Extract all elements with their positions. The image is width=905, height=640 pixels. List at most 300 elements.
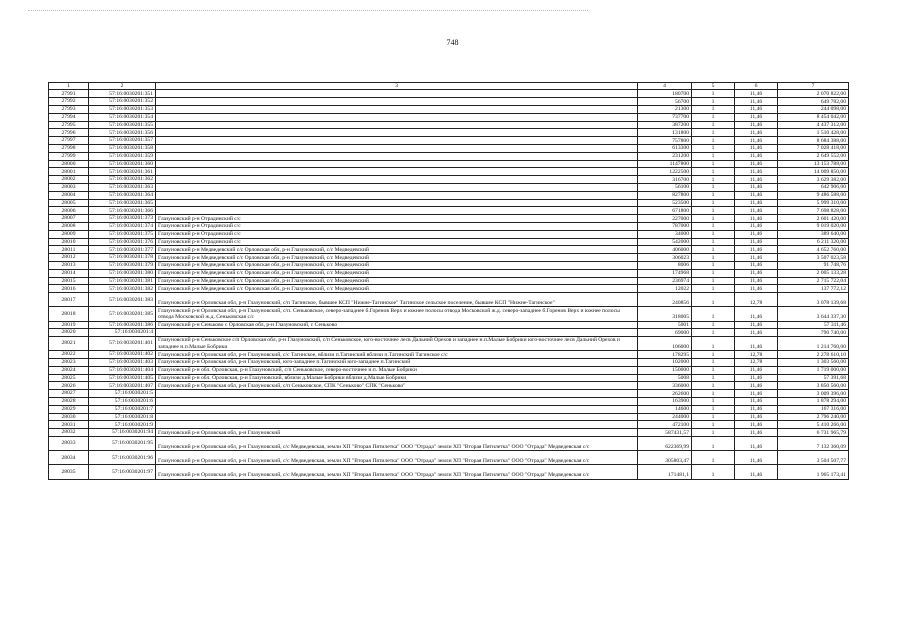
cadastral-number: 57:16:0030201:380 [89, 269, 156, 277]
cadastral-value-cell: 7 132 360,09 [778, 437, 849, 451]
row-number: 28027 [49, 390, 89, 398]
cadastral-value-cell: 57 391,68 [778, 374, 849, 382]
rate-cell: 11,46 [735, 398, 778, 406]
row-number: 28006 [49, 207, 89, 215]
column-header: 6 [735, 83, 778, 90]
count-cell: 1 [692, 321, 735, 329]
table-header-row [49, 83, 849, 90]
cadastral-value-cell: 389 640,00 [778, 230, 849, 238]
row-number: 27997 [49, 137, 89, 145]
cadastral-number: 57:16:0030201:6 [89, 398, 156, 406]
address-cell: Глазуновский р-н Орловская обл, р-н Глазуновский, с/п Сеньковское, СПК "Сеньково" СПК "Сеньково" [156, 382, 638, 390]
cadastral-value-cell: 137 772,12 [778, 285, 849, 293]
count-cell: 1 [692, 382, 735, 390]
cadastral-number: 57:16:0030201:353 [89, 106, 156, 114]
cadastral-value-cell: 9 486 588,00 [778, 191, 849, 199]
table-row [49, 351, 849, 359]
address-cell: Глазуновский р-н Орловская обл, р-н Глазуновский, юго-западнее п.Тагинский юго-западнее п.Тагинский [156, 359, 638, 367]
rate-cell: 11,46 [735, 168, 778, 176]
area-cell: 231200 [638, 152, 692, 160]
table-row [49, 451, 849, 465]
table-row [49, 374, 849, 382]
area-cell: 171481,1 [638, 465, 692, 479]
cadastral-value-cell: 13 153 788,00 [778, 160, 849, 168]
table-row [49, 238, 849, 246]
address-cell: Глазуновский р-н Орловская обл, р-н Глазуновский, с/с Медведевская, земли ХП "Вторая Пятилетка" ООО "Отрада" земли ХП "Вторая Пятилетка" ООО "Отрада" Медведевская с/с [156, 437, 638, 451]
cadastral-number: 57:16:0030201:403 [89, 359, 156, 367]
area-cell: 757800 [638, 137, 692, 145]
area-cell: 542000 [638, 238, 692, 246]
rate-cell: 12,78 [735, 359, 778, 367]
cadastral-value-cell: 5 410 266,00 [778, 421, 849, 429]
address-cell [156, 398, 638, 406]
cadastral-number: 57:16:0030201:351 [89, 90, 156, 98]
cadastral-value-cell: 3 504 507,77 [778, 451, 849, 465]
column-header: 7 [778, 83, 849, 90]
cadastral-number: 57:16:0030201:405 [89, 374, 156, 382]
cadastral-number: 57:16:0030201:355 [89, 121, 156, 129]
row-number: 28014 [49, 269, 89, 277]
cadastral-number: 57:16:0030201:357 [89, 137, 156, 145]
row-number: 28033 [49, 437, 89, 451]
row-number: 27994 [49, 113, 89, 121]
table-row [49, 191, 849, 199]
area-cell: 318005 [638, 307, 692, 321]
cadastral-number: 57:16:0030201:356 [89, 129, 156, 137]
cadastral-number: 57:16:0030201:360 [89, 160, 156, 168]
address-cell: Глазуновский р-н Медведевский с/с Орловская обл, р-н Глазуновский, с/с Медведевский [156, 246, 638, 254]
address-cell [156, 405, 638, 413]
table-row [49, 113, 849, 121]
row-number: 28015 [49, 277, 89, 285]
cadastral-number: 57:16:0030201:362 [89, 176, 156, 184]
area-cell: 163900 [638, 398, 692, 406]
cadastral-value-cell: 1 214 760,00 [778, 337, 849, 351]
address-cell: Глазуновский р-н Орловская обл, р-н Глазуновский, с/с Медведевская, земли ХП "Вторая Пятилетка" ООО "Отрада" земли ХП "Вторая Пятилетка" ООО "Отрада" Медведевская с/с [156, 451, 638, 465]
rate-cell: 11,46 [735, 113, 778, 121]
rate-cell: 11,46 [735, 191, 778, 199]
count-cell: 1 [692, 329, 735, 337]
area-cell: 523500 [638, 199, 692, 207]
count-cell: 1 [692, 390, 735, 398]
row-number: 27996 [49, 129, 89, 137]
table-row [49, 261, 849, 269]
row-number: 28030 [49, 413, 89, 421]
rate-cell: 11,46 [735, 329, 778, 337]
count-cell: 1 [692, 144, 735, 152]
area-cell: 8006 [638, 261, 692, 269]
cadastral-number: 57:16:0030201:359 [89, 152, 156, 160]
rate-cell: 11,46 [735, 160, 778, 168]
count-cell: 1 [692, 421, 735, 429]
cadastral-value-table [48, 82, 849, 480]
rate-cell: 11,46 [735, 285, 778, 293]
cadastral-value-cell: 91 748,76 [778, 261, 849, 269]
address-cell [156, 113, 638, 121]
count-cell: 1 [692, 269, 735, 277]
area-cell: 622369,99 [638, 437, 692, 451]
cadastral-value-cell: 1 965 173,41 [778, 465, 849, 479]
cadastral-value-cell: 1 878 294,00 [778, 398, 849, 406]
cadastral-value-cell: 9 019 020,00 [778, 222, 849, 230]
area-cell: 827800 [638, 191, 692, 199]
area-cell: 102000 [638, 359, 692, 367]
cadastral-value-cell: 2 649 552,00 [778, 152, 849, 160]
address-cell [156, 207, 638, 215]
count-cell: 1 [692, 176, 735, 184]
row-number: 27999 [49, 152, 89, 160]
count-cell: 1 [692, 351, 735, 359]
table-row [49, 405, 849, 413]
count-cell: 1 [692, 160, 735, 168]
row-number: 28028 [49, 398, 89, 406]
cadastral-value-cell: 2 005 133,28 [778, 269, 849, 277]
row-number: 28005 [49, 199, 89, 207]
table-row [49, 269, 849, 277]
table-row [49, 307, 849, 321]
table-row [49, 398, 849, 406]
cadastral-number: 57:16:0030201:379 [89, 261, 156, 269]
address-cell [156, 160, 638, 168]
cadastral-number: 57:16:0030201:358 [89, 144, 156, 152]
rate-cell: 11,46 [735, 246, 778, 254]
cadastral-number: 57:16:0030201:9 [89, 421, 156, 429]
count-cell: 1 [692, 106, 735, 114]
address-cell [156, 137, 638, 145]
cadastral-number: 57:16:0030201:354 [89, 113, 156, 121]
rate-cell: 11,46 [735, 451, 778, 465]
cadastral-value-cell: 1 719 000,00 [778, 366, 849, 374]
cadastral-number: 57:16:0030201:377 [89, 246, 156, 254]
table-row [49, 337, 849, 351]
cadastral-number: 57:16:0030201:402 [89, 351, 156, 359]
count-cell: 1 [692, 359, 735, 367]
area-cell: 227000 [638, 215, 692, 223]
table-row [49, 429, 849, 437]
address-cell [156, 329, 638, 337]
cadastral-number: 57:16:0030201:404 [89, 366, 156, 374]
count-cell: 1 [692, 293, 735, 307]
scan-artifact-line [28, 10, 588, 15]
cadastral-value-cell: 244 098,00 [778, 106, 849, 114]
rate-cell: 11,46 [735, 277, 778, 285]
area-cell: 737700 [638, 113, 692, 121]
table-row [49, 168, 849, 176]
cadastral-value-cell: 7 028 418,00 [778, 144, 849, 152]
rate-cell: 11,46 [735, 374, 778, 382]
cadastral-value-cell: 3 850 560,00 [778, 382, 849, 390]
address-cell: Глазуновский р-н Орловская обл, р-н Глазуновский, с/п. Сеньковское, северо-западнее б.Горенов Верх и южнее полосы отвода Московской ж.д. северо-западнее б.Горенов Верх и южнее полосы отвода Московской ж.д. Сеньковская с/с [156, 307, 638, 321]
rate-cell: 11,46 [735, 465, 778, 479]
area-cell: 34000 [638, 230, 692, 238]
cadastral-number: 57:16:0030201:4 [89, 329, 156, 337]
cadastral-number: 57:16:0030201:95 [89, 437, 156, 451]
rate-cell: 11,46 [735, 106, 778, 114]
table-row [49, 90, 849, 98]
rate-cell: 11,46 [735, 222, 778, 230]
count-cell: 1 [692, 222, 735, 230]
rate-cell: 11,46 [735, 405, 778, 413]
address-cell [156, 144, 638, 152]
cadastral-value-cell: 3 644 337,30 [778, 307, 849, 321]
row-number: 27998 [49, 144, 89, 152]
column-header: 4 [638, 83, 692, 90]
rate-cell: 11,46 [735, 321, 778, 329]
address-cell [156, 106, 638, 114]
cadastral-value-cell: 649 782,00 [778, 98, 849, 106]
table-row [49, 207, 849, 215]
count-cell: 1 [692, 261, 735, 269]
rate-cell: 11,46 [735, 98, 778, 106]
cadastral-number: 57:16:0030201:352 [89, 98, 156, 106]
area-cell: 240856 [638, 293, 692, 307]
cadastral-number: 57:16:0030201:366 [89, 207, 156, 215]
row-number: 28029 [49, 405, 89, 413]
rate-cell: 11,46 [735, 207, 778, 215]
row-number: 27993 [49, 106, 89, 114]
table-row [49, 222, 849, 230]
row-number: 27995 [49, 121, 89, 129]
count-cell: 1 [692, 129, 735, 137]
cadastral-number: 57:16:0030201:364 [89, 191, 156, 199]
address-cell [156, 152, 638, 160]
rate-cell: 11,46 [735, 215, 778, 223]
count-cell: 1 [692, 183, 735, 191]
area-cell: 5001 [638, 321, 692, 329]
address-cell: Глазуновский р-н обл. Орловская, р-н Глазуновский, вблизи д.Малые Бобрики вблизи д.Малые Бобрики [156, 374, 638, 382]
row-number: 28018 [49, 307, 89, 321]
row-number: 28031 [49, 421, 89, 429]
area-cell: 306023 [638, 254, 692, 262]
cadastral-value-cell: 1 510 428,00 [778, 129, 849, 137]
cadastral-value-cell: 167 316,00 [778, 405, 849, 413]
rate-cell: 11,46 [735, 230, 778, 238]
row-number: 28008 [49, 222, 89, 230]
area-cell: 56700 [638, 98, 692, 106]
cadastral-value-cell: 4 437 312,00 [778, 121, 849, 129]
cadastral-value-cell: 2 601 420,00 [778, 215, 849, 223]
row-number: 28034 [49, 451, 89, 465]
rate-cell: 11,46 [735, 183, 778, 191]
row-number: 28032 [49, 429, 89, 437]
address-cell: Глазуновский р-н Орловская обл, р-н Глазуновский [156, 429, 638, 437]
row-number: 28000 [49, 160, 89, 168]
count-cell: 1 [692, 337, 735, 351]
rate-cell: 11,46 [735, 261, 778, 269]
row-number: 28009 [49, 230, 89, 238]
count-cell: 1 [692, 285, 735, 293]
table-row [49, 277, 849, 285]
area-cell: 406000 [638, 246, 692, 254]
address-cell: Глазуновский р-н Сеньковское с/п Орловская обл, р-н Глазуновский, с/п Сеньковское, юго-восточнее лесв Дальний Орехов и западнее н.п.Малые Бобрики юго-восточнее лесв Дальний Орехов и западнее н.п.Малые Бобрики [156, 337, 638, 351]
area-cell: 56100 [638, 183, 692, 191]
area-cell: 787000 [638, 222, 692, 230]
table-row [49, 98, 849, 106]
table-row [49, 359, 849, 367]
table-row [49, 421, 849, 429]
count-cell: 1 [692, 277, 735, 285]
count-cell: 1 [692, 121, 735, 129]
row-number: 28011 [49, 246, 89, 254]
cadastral-number: 57:16:0030201:5 [89, 390, 156, 398]
cadastral-number: 57:16:0030201:363 [89, 183, 156, 191]
area-cell: 305803,47 [638, 451, 692, 465]
table-row [49, 152, 849, 160]
table-row [49, 183, 849, 191]
table-row [49, 382, 849, 390]
rate-cell: 11,46 [735, 307, 778, 321]
address-cell [156, 98, 638, 106]
area-cell: 131800 [638, 129, 692, 137]
table-row [49, 129, 849, 137]
row-number: 28019 [49, 321, 89, 329]
area-cell: 180700 [638, 90, 692, 98]
table-row [49, 465, 849, 479]
row-number: 28003 [49, 183, 89, 191]
rate-cell: 12,78 [735, 351, 778, 359]
area-cell: 5008 [638, 374, 692, 382]
cadastral-number: 57:16:0030201:373 [89, 215, 156, 223]
area-cell: 178295 [638, 351, 692, 359]
cadastral-value-cell: 2 796 240,00 [778, 413, 849, 421]
cadastral-number: 57:16:0030201:386 [89, 321, 156, 329]
address-cell: Глазуновский р-н обл. Орловская, р-н Глазуновский, с/п Сеньковское, северо-восточнее н.п. Малые Бобрики [156, 366, 638, 374]
table-row [49, 366, 849, 374]
area-cell: 244000 [638, 413, 692, 421]
count-cell: 1 [692, 451, 735, 465]
address-cell: Глазуновский р-н Отрадинский с/с [156, 222, 638, 230]
cadastral-number: 57:16:0030201:94 [89, 429, 156, 437]
row-number: 27992 [49, 98, 89, 106]
page-number: 748 [446, 38, 459, 47]
cadastral-value-cell: 3 629 382,00 [778, 176, 849, 184]
table-row [49, 215, 849, 223]
cadastral-value-cell: 8 684 388,00 [778, 137, 849, 145]
area-cell: 587431,57 [638, 429, 692, 437]
rate-cell: 11,46 [735, 413, 778, 421]
table-row [49, 413, 849, 421]
row-number: 28002 [49, 176, 89, 184]
cadastral-value-cell: 6 211 320,00 [778, 238, 849, 246]
area-cell: 1147800 [638, 160, 692, 168]
rate-cell: 11,46 [735, 254, 778, 262]
count-cell: 1 [692, 199, 735, 207]
address-cell [156, 121, 638, 129]
cadastral-value-cell: 3 009 396,00 [778, 390, 849, 398]
cadastral-number: 57:16:0030201:365 [89, 199, 156, 207]
area-cell: 316700 [638, 176, 692, 184]
table-row [49, 321, 849, 329]
row-number: 28024 [49, 366, 89, 374]
cadastral-number: 57:16:0030201:382 [89, 285, 156, 293]
column-header: 3 [156, 83, 638, 90]
count-cell: 1 [692, 413, 735, 421]
table-row [49, 390, 849, 398]
count-cell: 1 [692, 307, 735, 321]
address-cell: Глазуновский р-н Медведевский с/с Орловская обл, р-н Глазуновский, с/с Медведевский [156, 269, 638, 277]
address-cell [156, 168, 638, 176]
address-cell [156, 421, 638, 429]
rate-cell: 11,46 [735, 144, 778, 152]
rate-cell: 11,46 [735, 137, 778, 145]
cadastral-number: 57:16:0030201:401 [89, 337, 156, 351]
rate-cell: 11,46 [735, 366, 778, 374]
area-cell: 236974 [638, 277, 692, 285]
row-number: 28023 [49, 359, 89, 367]
area-cell: 69000 [638, 329, 692, 337]
address-cell: Глазуновский р-н Медведевский с/с Орловская обл, р-н Глазуновский, с/с Медведевский [156, 261, 638, 269]
rate-cell: 11,46 [735, 337, 778, 351]
address-cell: Глазуновский р-н Отрадинский с/с [156, 230, 638, 238]
row-number: 28017 [49, 293, 89, 307]
cadastral-value-cell: 4 652 760,00 [778, 246, 849, 254]
address-cell: Глазуновский р-н Отрадинский с/с [156, 215, 638, 223]
column-header: 5 [692, 83, 735, 90]
row-number: 28016 [49, 285, 89, 293]
area-cell: 12022 [638, 285, 692, 293]
count-cell: 1 [692, 98, 735, 106]
count-cell: 1 [692, 238, 735, 246]
area-cell: 671800 [638, 207, 692, 215]
address-cell [156, 183, 638, 191]
column-header: 2 [89, 83, 156, 90]
cadastral-number: 57:16:0030201:374 [89, 222, 156, 230]
cadastral-value-cell: 642 906,00 [778, 183, 849, 191]
row-number: 28004 [49, 191, 89, 199]
area-cell: 262600 [638, 390, 692, 398]
count-cell: 1 [692, 429, 735, 437]
address-cell: Глазуновский р-н Орловская обл, р-н Глазуновский, с/с Медведевская, земли ХП "Вторая Пятилетка" ООО "Отрада" земли ХП "Вторая Пятилетка" ООО "Отрада" Медведевская с/с [156, 465, 638, 479]
row-number: 28025 [49, 374, 89, 382]
area-cell: 106000 [638, 337, 692, 351]
cadastral-number: 57:16:0030201:381 [89, 277, 156, 285]
row-number: 28010 [49, 238, 89, 246]
table-row [49, 199, 849, 207]
area-cell: 472100 [638, 421, 692, 429]
count-cell: 1 [692, 207, 735, 215]
count-cell: 1 [692, 366, 735, 374]
area-cell: 613300 [638, 144, 692, 152]
table-row [49, 293, 849, 307]
address-cell: Глазуновский р-н Медведевский с/с Орловская обл, р-н Глазуновский, с/с Медведевский [156, 285, 638, 293]
count-cell: 1 [692, 230, 735, 238]
cadastral-value-cell: 1 303 560,00 [778, 359, 849, 367]
rate-cell: 11,46 [735, 152, 778, 160]
area-cell: 14600 [638, 405, 692, 413]
table-row [49, 254, 849, 262]
table-row [49, 285, 849, 293]
count-cell: 1 [692, 465, 735, 479]
count-cell: 1 [692, 215, 735, 223]
table-row [49, 437, 849, 451]
table-row [49, 137, 849, 145]
rate-cell: 11,46 [735, 176, 778, 184]
cadastral-number: 57:16:0030201:376 [89, 238, 156, 246]
rate-cell: 11,46 [735, 238, 778, 246]
rate-cell: 11,46 [735, 199, 778, 207]
rate-cell: 11,46 [735, 129, 778, 137]
table-body [49, 90, 849, 479]
address-cell [156, 176, 638, 184]
area-cell: 150000 [638, 366, 692, 374]
rate-cell: 11,46 [735, 429, 778, 437]
count-cell: 1 [692, 90, 735, 98]
count-cell: 1 [692, 398, 735, 406]
table-row [49, 230, 849, 238]
table-row [49, 144, 849, 152]
address-cell [156, 129, 638, 137]
count-cell: 1 [692, 254, 735, 262]
